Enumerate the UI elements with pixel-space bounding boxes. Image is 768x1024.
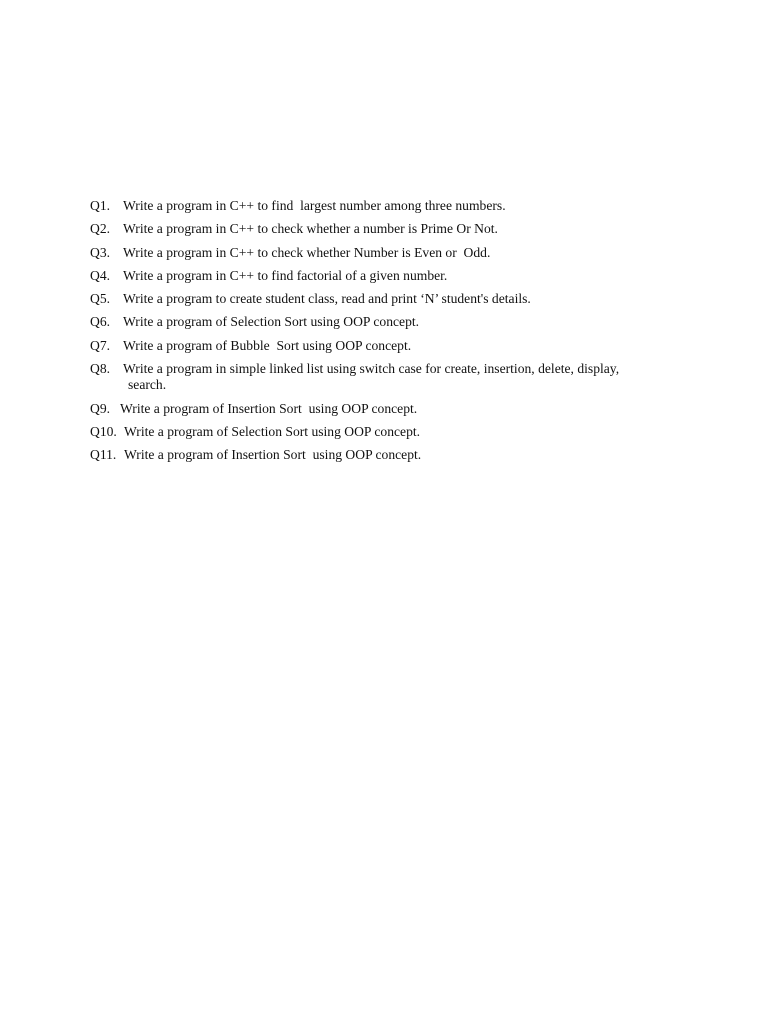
question-item: [90, 424, 690, 440]
question-number: Q10.: [90, 423, 117, 439]
question-text: Write a program in simple linked list using switch case for create, insertion, delete, display,: [123, 361, 620, 377]
question-number: Q2.: [90, 221, 111, 237]
question-item: [90, 447, 690, 463]
question-item: [90, 221, 690, 237]
question-text-continuation: search.: [128, 377, 167, 393]
question-text: Write a program of Selection Sort using OOP concept.: [124, 423, 421, 439]
question-list: [90, 198, 690, 470]
question-number: Q3.: [90, 244, 111, 260]
question-number: Q9.: [90, 400, 111, 416]
question-text: Write a program of Bubble Sort using OOP concept.: [123, 337, 412, 353]
question-text: Write a program of Selection Sort using OOP concept.: [123, 314, 420, 330]
question-number: Q1.: [90, 198, 111, 213]
question-item: [90, 401, 690, 417]
question-text: Write a program in C++ to find factorial of a given number.: [123, 267, 448, 283]
question-item: [90, 361, 690, 393]
question-number: Q4.: [90, 267, 111, 283]
question-number: Q8.: [90, 361, 111, 377]
question-text: Write a program to create student class, read and print ‘N’ student's details.: [123, 291, 531, 307]
question-number: Q11.: [90, 447, 117, 463]
question-number: Q5.: [90, 291, 111, 307]
question-item: [90, 291, 690, 307]
question-text: Write a program of Insertion Sort using OOP concept.: [120, 400, 418, 416]
question-text: Write a program in C++ to find largest number among three numbers.: [123, 198, 506, 213]
question-text: Write a program in C++ to check whether Number is Even or Odd.: [123, 244, 491, 260]
question-number: Q7.: [90, 337, 111, 353]
question-text: Write a program in C++ to check whether a number is Prime Or Not.: [123, 221, 498, 237]
question-item: [90, 268, 690, 284]
question-number: Q6.: [90, 314, 111, 330]
question-text: Write a program of Insertion Sort using OOP concept.: [124, 447, 422, 463]
question-item: [90, 198, 690, 214]
question-item: [90, 245, 690, 261]
question-item: [90, 314, 690, 330]
question-item: [90, 338, 690, 354]
